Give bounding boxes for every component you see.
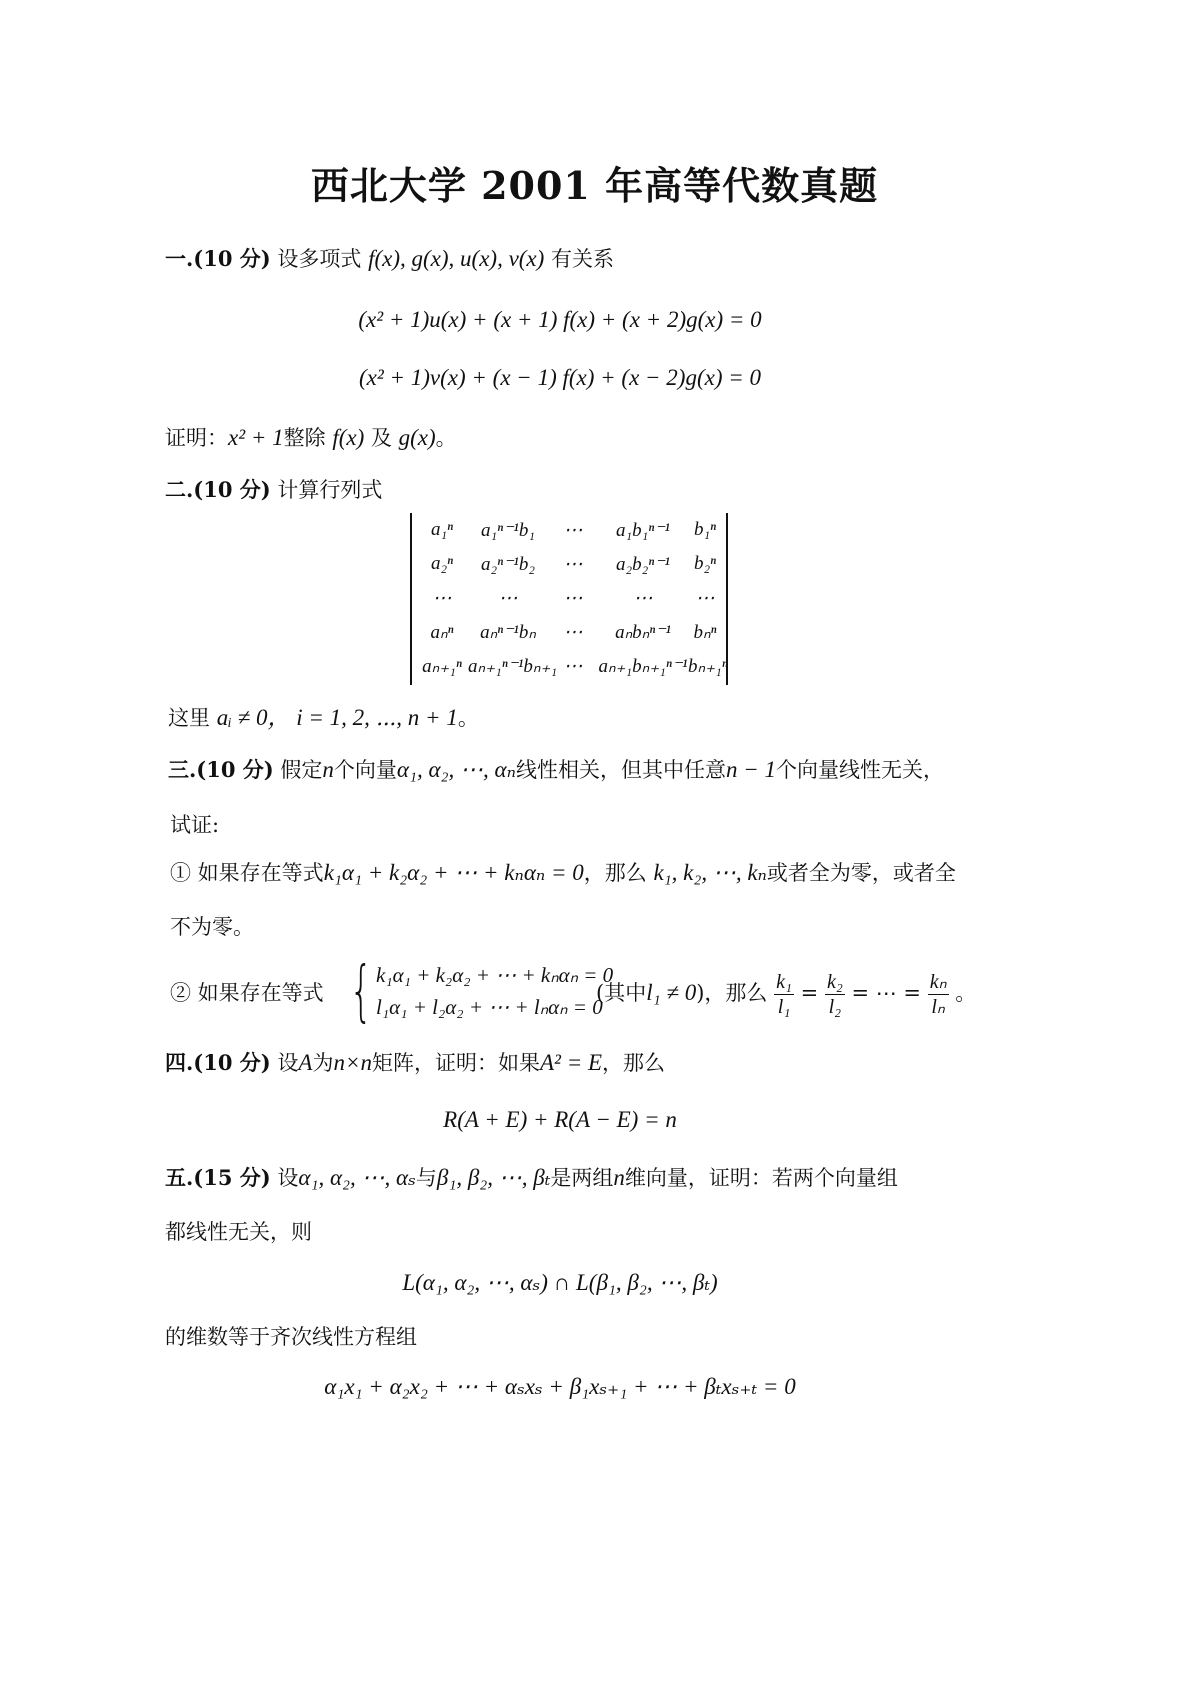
matrix-cell: ⋯ xyxy=(563,519,583,541)
matrix-cell: b₁ⁿ xyxy=(693,519,717,540)
q4-m1: A xyxy=(298,1050,313,1075)
matrix-cell: a₂ⁿ xyxy=(430,553,454,574)
q5-m3: n xyxy=(613,1165,625,1190)
q2-note-math: aᵢ ≠ 0， i = 1, 2, ⋯, n + 1 xyxy=(216,705,458,730)
q3-m1: n xyxy=(322,757,334,782)
q1-equation-1: (x² + 1)u(x) + (x + 1) f(x) + (x + 2)g(x) = 0 xyxy=(358,307,762,332)
q1-prove-text: 整除 xyxy=(283,426,326,450)
q5-header xyxy=(165,1163,898,1193)
q3-system-eq1: k₁α₁ + k₂α₂ + ⋯ + kₙαₙ = 0 xyxy=(376,963,614,987)
q2-note-text: 这里 xyxy=(168,706,210,730)
matrix-cell: a₁ⁿ⁻¹b₁ xyxy=(481,519,535,541)
matrix-cell: aₙⁿ⁻¹bₙ xyxy=(480,621,536,643)
equals-dots: = ⋯ = xyxy=(851,981,922,1005)
q1-prove-label: 证明： xyxy=(165,426,228,450)
matrix-cell: aₙ₊₁bₙ₊₁ⁿ⁻¹ xyxy=(598,655,688,677)
q1-intro2: 有关系 xyxy=(551,247,614,271)
frac-den: l₂ xyxy=(828,996,842,1018)
q4-t4: ，那么 xyxy=(602,1051,666,1075)
q3-part-2-tail xyxy=(596,962,976,1024)
frac-den: lₙ xyxy=(931,996,945,1018)
q4-t1: 设 xyxy=(277,1051,299,1075)
q3-part-1-cont: 不为零。 xyxy=(170,915,254,939)
q5-label: 五.(15 分) xyxy=(165,1165,271,1190)
q2-note-end: 。 xyxy=(457,706,479,730)
q5-t4: 维向量，证明：若两个向量组 xyxy=(624,1166,898,1190)
q3-t1: 假定 xyxy=(280,758,323,782)
q5-t1: 设 xyxy=(277,1166,299,1190)
matrix-cell: aₙ₊₁ⁿ xyxy=(422,655,462,677)
frac-num: k₂ xyxy=(826,971,843,993)
q2-header xyxy=(165,475,382,505)
q1-funcs: f(x), g(x), u(x), v(x) xyxy=(368,246,545,271)
matrix-cell: a₁ⁿ xyxy=(430,519,454,540)
q3-m2: α₁, α₂, ⋯, αₙ xyxy=(396,757,516,782)
q5-equation: α₁x₁ + α₂x₂ + ⋯ + αₛxₛ + β₁xₛ₊₁ + ⋯ + βₜxₛ₊ₜ = 0 xyxy=(324,1374,796,1399)
matrix-cell: a₂b₂ⁿ⁻¹ xyxy=(616,553,670,575)
matrix-cell: aₙ₊₁ⁿ⁻¹bₙ₊₁ xyxy=(468,655,558,677)
q4-equation: R(A + E) + R(A − E) = n xyxy=(443,1107,677,1132)
q2-label: 二.(10 分) xyxy=(165,477,271,502)
matrix-cell: bₙ₊₁ⁿ xyxy=(688,655,728,677)
q5-m1: α₁, α₂, ⋯, αₛ xyxy=(298,1165,416,1190)
matrix-cell: ⋯ xyxy=(498,587,518,609)
q3-p1-math2: k₁, k₂, ⋯, kₙ xyxy=(653,860,767,885)
q5-m2: β₁, β₂, ⋯, βₜ xyxy=(436,1165,551,1190)
q3-equation-system xyxy=(340,952,614,1029)
q1-prove xyxy=(165,423,457,453)
page-title: 西北大学 2001 年高等代数真题 xyxy=(310,163,879,208)
q1-label: 一.(10 分) xyxy=(165,246,271,271)
frac-num: k₁ xyxy=(776,971,792,993)
matrix-cell: ⋯ xyxy=(432,587,452,609)
q4-t3: 矩阵，证明：如果 xyxy=(372,1051,540,1075)
q3-system-eq2: l₁α₁ + l₂α₂ + ⋯ + lₙαₙ = 0 xyxy=(376,995,603,1019)
q3-part-1 xyxy=(170,858,956,888)
q3-m3: n − 1 xyxy=(725,757,776,782)
q4-label: 四.(10 分) xyxy=(165,1050,271,1075)
matrix-cell: ⋯ xyxy=(563,587,583,609)
matrix-cell: ⋯ xyxy=(563,621,583,643)
matrix-cell: b₂ⁿ xyxy=(693,553,717,574)
q5-intersection: L(α₁, α₂, ⋯, αₛ) ∩ L(β₁, β₂, ⋯, βₜ) xyxy=(402,1270,718,1295)
q1-header xyxy=(165,244,614,274)
q1-prove-end: 。 xyxy=(435,426,457,450)
matrix-cell: aₙbₙⁿ⁻¹ xyxy=(615,621,671,643)
q1-equation-2: (x² + 1)v(x) + (x − 1) f(x) + (x − 2)g(x) = 0 xyxy=(358,365,762,390)
q3-cond-math: l₁ ≠ 0 xyxy=(646,980,697,1005)
q1-prove-math2: f(x) xyxy=(332,425,365,450)
q5-t2: 与 xyxy=(415,1166,437,1190)
left-brace-icon: { xyxy=(349,952,373,1029)
q5-t3: 是两组 xyxy=(550,1166,614,1190)
q1-prove-math: x² + 1 xyxy=(228,425,284,450)
q4-m2: n×n xyxy=(333,1050,372,1075)
fraction-n xyxy=(928,970,949,1019)
q3-p1-t3: 或者全为零，或者全 xyxy=(766,861,956,885)
q4-m3: A² = E xyxy=(540,1050,603,1075)
q5-text: 的维数等于齐次线性方程组 xyxy=(165,1325,417,1349)
q2-text: 计算行列式 xyxy=(277,478,383,502)
q3-cond-text: (其中 xyxy=(596,981,647,1005)
fraction-2 xyxy=(825,970,845,1019)
matrix-cell: ⋯ xyxy=(633,587,653,609)
equals-sign: = xyxy=(800,981,819,1005)
q1-prove-math3: g(x) xyxy=(398,425,436,450)
q3-prove: 试证: xyxy=(170,813,220,837)
q3-end: 。 xyxy=(955,981,977,1005)
q3-t4: 个向量线性无关， xyxy=(775,758,944,782)
q3-cond-end: )，那么 xyxy=(696,981,768,1005)
q4-t2: 为 xyxy=(312,1051,334,1075)
q3-t2: 个向量 xyxy=(333,758,397,782)
q3-header xyxy=(168,755,944,785)
q3-p1-t2: ，那么 xyxy=(583,861,647,885)
matrix-cell: ⋯ xyxy=(563,553,583,575)
q4-header xyxy=(165,1048,665,1078)
frac-den: l₁ xyxy=(777,996,791,1018)
matrix-cell: bₙⁿ xyxy=(693,621,717,643)
q2-note xyxy=(168,703,479,733)
q1-prove-text2: 及 xyxy=(370,426,392,450)
q3-p1-label: ① 如果存在等式 xyxy=(170,861,324,885)
matrix-cell: aₙⁿ xyxy=(430,621,454,643)
matrix-cell: ⋯ xyxy=(563,655,583,677)
q3-p1-math: k₁α₁ + k₂α₂ + ⋯ + kₙαₙ = 0 xyxy=(323,860,584,885)
q5-cont: 都线性无关，则 xyxy=(165,1220,312,1244)
determinant xyxy=(410,513,728,685)
frac-num: kₙ xyxy=(929,971,947,993)
q1-intro: 设多项式 xyxy=(277,247,362,271)
matrix-cell: ⋯ xyxy=(695,587,715,609)
q3-label: 三.(10 分) xyxy=(168,757,274,782)
fraction-1 xyxy=(774,970,794,1019)
q3-t3: 线性相关，但其中任意 xyxy=(515,758,726,782)
q3-part-2-label: ② 如果存在等式 xyxy=(170,981,324,1005)
matrix-cell: a₂ⁿ⁻¹b₂ xyxy=(481,553,535,575)
matrix-cell: a₁b₁ⁿ⁻¹ xyxy=(616,519,670,541)
